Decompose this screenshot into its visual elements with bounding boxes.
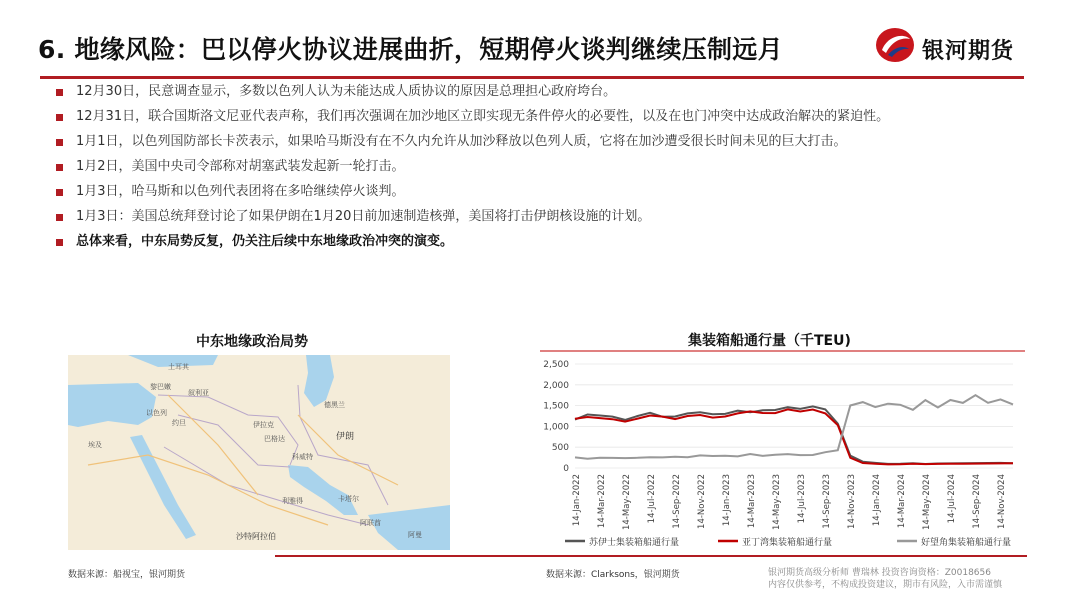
disclaimer <box>768 567 1068 591</box>
bullet-item <box>56 83 1026 101</box>
brand-name: 银河期货 <box>922 39 1015 64</box>
map-label-qatar: 卡塔尔 <box>338 495 359 503</box>
page-title: 6. 地缘风险：巴以停火协议进展曲折，短期停火谈判继续压制远月 <box>38 35 783 64</box>
bullet-marker <box>56 164 63 171</box>
x-tick-label: 14-Sep-2024 <box>971 474 982 529</box>
x-tick-label: 14-May-2022 <box>621 474 632 531</box>
chart-source: 数据来源：Clarksons，银河期货 <box>546 570 680 580</box>
x-tick-label: 14-Jan-2022 <box>572 474 582 527</box>
x-tick-label: 14-Jul-2024 <box>946 474 957 524</box>
x-tick-label: 14-Sep-2022 <box>671 474 682 529</box>
legend-label: 苏伊士集装箱船通行量 <box>589 538 680 548</box>
map-label-egypt: 埃及 <box>88 441 102 449</box>
map-label-iraq: 伊拉克 <box>253 421 274 429</box>
bullet-marker <box>56 189 63 196</box>
map-label-israel: 以色列 <box>146 409 167 417</box>
y-tick-label: 0 <box>563 464 569 474</box>
x-tick-label: 14-Mar-2024 <box>896 474 907 529</box>
bullet-item <box>56 133 1026 151</box>
x-tick-label: 14-Sep-2023 <box>821 474 832 529</box>
map-label-iran: 伊朗 <box>336 432 355 442</box>
y-tick-label: 2,500 <box>543 360 569 370</box>
map-title: 中东地缘政治局势 <box>196 334 308 350</box>
map-label-riyadh: 利雅得 <box>282 497 303 505</box>
bullet-item <box>56 233 1026 251</box>
map-label-saudi: 沙特阿拉伯 <box>236 532 276 541</box>
x-tick-label: 14-Nov-2023 <box>846 474 857 529</box>
series-line <box>575 409 1013 464</box>
y-tick-label: 2,000 <box>543 380 569 391</box>
map-label-lebanon: 黎巴嫩 <box>150 383 171 391</box>
map-label-tehran: 德黑兰 <box>324 401 345 409</box>
bullet-item <box>56 208 1026 226</box>
bullet-text: 1月3日，哈马斯和以色列代表团将在多哈继续停火谈判。 <box>76 184 405 199</box>
y-tick-label: 500 <box>551 443 569 454</box>
chart-title: 集装箱船通行量（千TEU) <box>688 333 851 349</box>
bullet-item <box>56 158 1026 176</box>
header-divider <box>40 76 1024 79</box>
bullet-marker <box>56 239 63 246</box>
bullet-text: 1月2日，美国中央司令部称对胡塞武装发起新一轮打击。 <box>76 159 405 174</box>
ship-traffic-chart <box>535 350 1030 555</box>
x-tick-label: 14-Jan-2023 <box>721 474 732 527</box>
legend-label: 好望角集装箱船通行量 <box>921 538 1012 548</box>
bullet-text: 总体来看，中东局势反复，仍关注后续中东地缘政治冲突的演变。 <box>76 234 454 249</box>
disclaimer-line-1: 银河期货高级分析师 曹瑞林 投资咨询资格：Z0018656 <box>768 568 991 578</box>
map-label-kuwait: 科威特 <box>292 453 313 461</box>
bullet-marker <box>56 139 63 146</box>
x-tick-label: 14-Mar-2023 <box>746 474 757 529</box>
x-tick-label: 14-Nov-2024 <box>996 474 1007 529</box>
x-tick-label: 14-May-2024 <box>921 474 932 531</box>
galaxy-logo-icon <box>874 25 916 65</box>
bullet-text: 12月31日，联合国斯洛文尼亚代表声称，我们再次强调在加沙地区立即实现无条件停火的必要性，以及在也门冲突中达成政治解决的紧迫性。 <box>76 109 890 124</box>
map-graphic <box>68 355 450 550</box>
brand-logo <box>874 25 1034 69</box>
bullet-text: 12月30日，民意调查显示，多数以色列人认为未能达成人质协议的原因是总理担心政府垮台。 <box>76 84 617 99</box>
x-tick-label: 14-Jul-2023 <box>796 474 807 524</box>
x-tick-label: 14-Mar-2022 <box>596 474 607 529</box>
map-label-jordan: 约旦 <box>172 419 186 427</box>
x-tick-label: 14-May-2023 <box>771 474 782 531</box>
bullet-item <box>56 108 1026 126</box>
bullet-list <box>56 83 1026 258</box>
map-label-syria: 叙利亚 <box>188 389 209 397</box>
map-label-oman: 阿曼 <box>408 531 422 539</box>
x-tick-label: 14-Jan-2024 <box>871 474 882 527</box>
bullet-marker <box>56 89 63 96</box>
map-source: 数据来源：船视宝，银河期货 <box>68 570 186 580</box>
disclaimer-line-2: 内容仅供参考，不构成投资建议，期市有风险，入市需谨慎 <box>768 580 1003 590</box>
bullet-marker <box>56 214 63 221</box>
legend-label: 亚丁湾集装箱船通行量 <box>742 538 833 548</box>
middle-east-map <box>68 355 450 550</box>
bullet-text: 1月1日，以色列国防部长卡茨表示，如果哈马斯没有在不久内允许从加沙释放以色列人质，它将在加沙遭受很长时间未见的巨大打击。 <box>76 134 847 149</box>
bullet-marker <box>56 114 63 121</box>
y-tick-label: 1,500 <box>543 401 569 412</box>
bullet-item <box>56 183 1026 201</box>
map-label-baghdad: 巴格达 <box>264 435 285 443</box>
map-label-uae: 阿联酋 <box>360 519 381 527</box>
y-tick-label: 1,000 <box>543 422 569 433</box>
x-tick-label: 14-Jul-2022 <box>646 474 657 524</box>
footer-divider <box>275 555 1027 557</box>
series-line <box>575 395 1013 459</box>
map-label-turkey: 土耳其 <box>168 363 189 371</box>
bullet-text: 1月3日：美国总统拜登讨论了如果伊朗在1月20日前加速制造核弹，美国将打击伊朗核设施的计划。 <box>76 209 651 224</box>
x-tick-label: 14-Nov-2022 <box>696 474 707 529</box>
